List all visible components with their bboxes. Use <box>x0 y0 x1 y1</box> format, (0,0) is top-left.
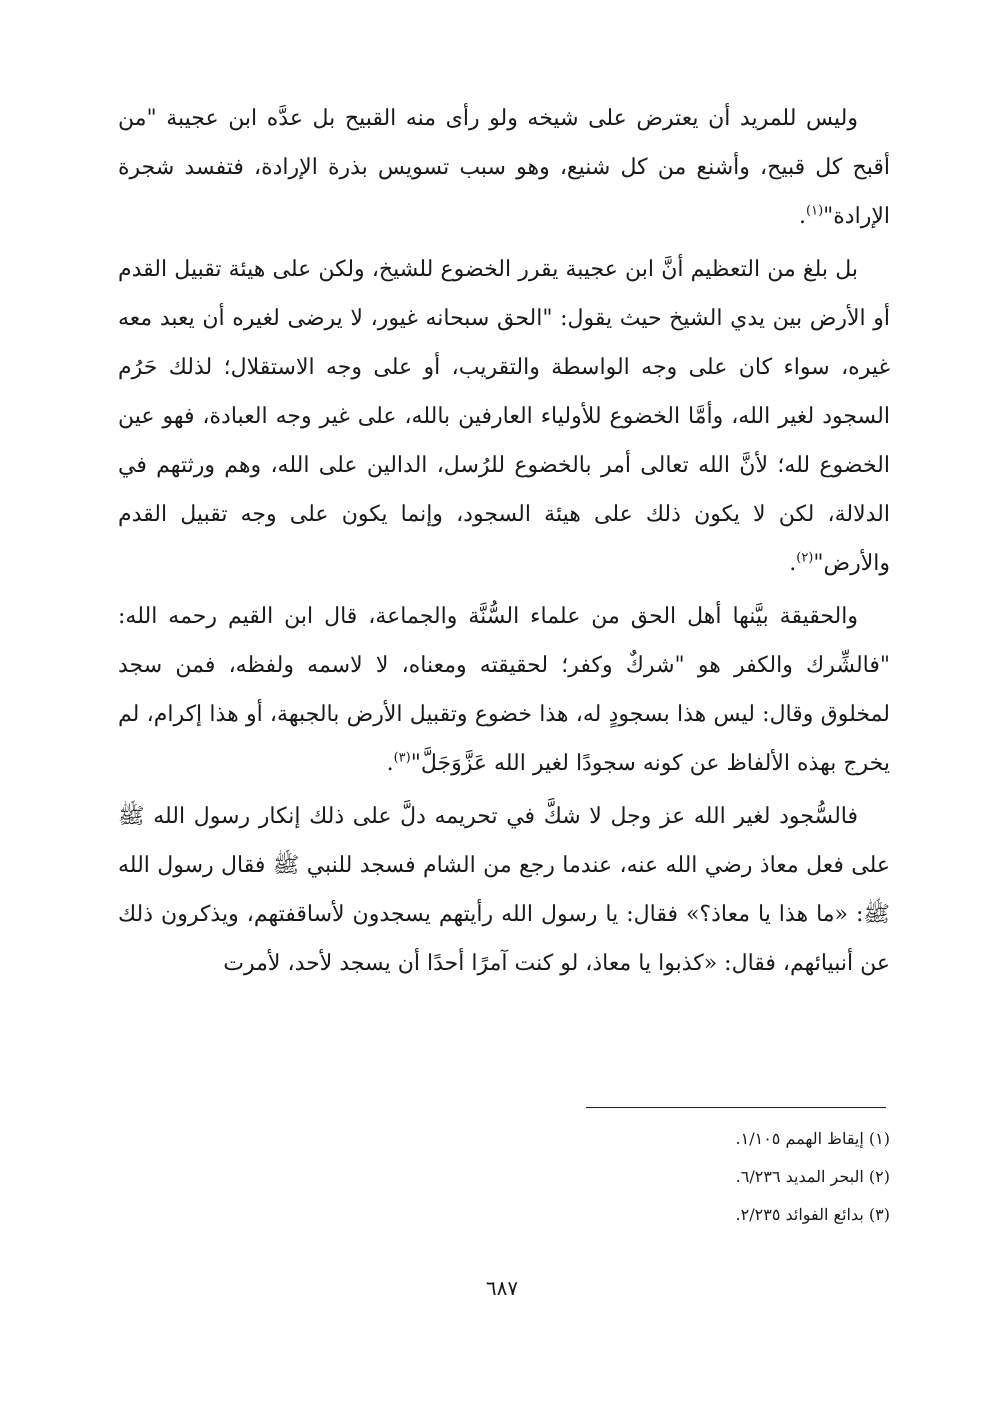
paragraph-2-text: بل بلغ من التعظيم أنَّ ابن عجيبة يقرر الخضوع للشيخ، ولكن على هيئة تقبيل القدم أو الأرض بين يدي الشيخ حيث يقول: "الحق سبحانه غيور، لا يرضى لغيره أن يعبد معه غيره، سواء كان على وجه الواسطة والتقريب، أو على وجه الاستقلال؛ لذلك حَرُم السجود لغير الله، وأمَّا الخضوع للأولياء العارفين بالله، على غير وجه العبادة، فهو عين الخضوع لله؛ لأنَّ الله تعالى أمر بالخضوع للرُسل، الدالين على الله، وهم ورثتهم في الدلالة، لكن لا يكون ذلك على هيئة السجود، وإنما يكون على وجه تقبيل القدم والأرض" <box>118 257 890 576</box>
paragraph-2 <box>118 245 890 588</box>
paragraph-2-end: . <box>789 551 797 576</box>
paragraph-4-text: فالسُّجود لغير الله عز وجل لا شكَّ في تحريمه دلَّ على ذلك إنكار رسول الله ﷺ على فعل معاذ رضي الله عنه، عندما رجع من الشام فسجد للنبي ﷺ فقال رسول الله ﷺ: «ما هذا يا معاذ؟» فقال: يا رسول الله رأيتهم يسجدون لأساقفتهم، ويذكرون ذلك عن أنبيائهم، فقال: «كذبوا يا معاذ، لو كنت آمرًا أحدًا أن يسجد لأحد، لأمرت <box>118 804 890 976</box>
footnote-2: (٢) البحر المديد ٦/٢٣٦. <box>735 1167 890 1186</box>
footnote-divider <box>586 1107 886 1108</box>
page-number: ٦٨٧ <box>485 1276 519 1300</box>
paragraph-1 <box>118 94 890 241</box>
main-text <box>118 94 890 992</box>
paragraph-4 <box>118 792 890 988</box>
paragraph-3-text: والحقيقة بيَّنها أهل الحق من علماء السُّنَّة والجماعة، قال ابن القيم رحمه الله: "فالشِّرك والكفر هو "شركٌ وكفر؛ لحقيقته ومعناه، لا لاسمه ولفظه، فمن سجد لمخلوق وقال: ليس هذا بسجودٍ له، هذا خضوع وتقبيل الأرض بالجبهة، أو هذا إكرام، لم يخرج بهذه الألفاظ عن كونه سجودًا لغير الله عَزَّوَجَلَّ" <box>118 604 890 776</box>
footnote-ref-1[interactable]: (١) <box>806 203 824 219</box>
footnote-1: (١) إيقاظ الهمم ١/١٠٥. <box>735 1129 890 1148</box>
paragraph-1-text: وليس للمريد أن يعترض على شيخه ولو رأى منه القبيح بل عدَّه ابن عجيبة "من أقبح كل قبيح، وأشنع من كل شنيع، وهو سبب تسويس بذرة الإرادة، فتفسد شجرة الإرادة" <box>118 106 890 229</box>
footnote-3: (٣) بدائع الفوائد ٢/٢٣٥. <box>735 1205 890 1224</box>
paragraph-3 <box>118 592 890 788</box>
footnote-ref-2[interactable]: (٢) <box>796 550 814 566</box>
footnotes <box>560 1120 890 1234</box>
paragraph-3-end: . <box>386 751 394 776</box>
paragraph-1-end: . <box>799 204 807 229</box>
footnote-ref-3[interactable]: (٣) <box>393 750 411 766</box>
